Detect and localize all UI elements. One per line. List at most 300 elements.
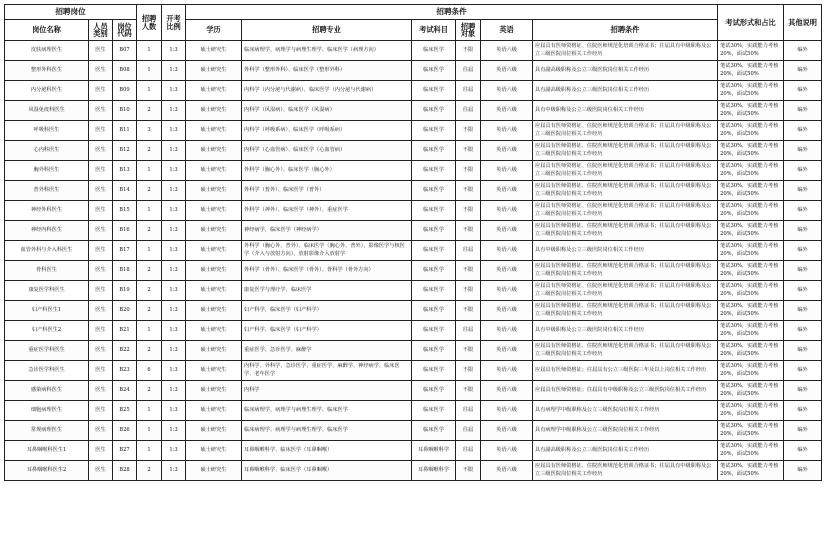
- cell-major: 外科学（整形外科）、临床医学（整形外科）: [242, 61, 412, 81]
- cell-recruit-count: 6: [137, 361, 162, 381]
- cell-major: 妇产科学、临床医学（妇产科学）: [242, 321, 412, 341]
- cell-other: 编外: [784, 221, 822, 241]
- cell-exam-subject: 临床医学: [412, 361, 456, 381]
- cell-ratio: 1:3: [162, 401, 186, 421]
- cell-conditions: 应届具有医师资格证、住院医师规范化培训合格证书；往届具有中级职称及公立三级医院岗位相关工作经历: [533, 221, 718, 241]
- cell-position-name: 妇产科医生1: [5, 301, 89, 321]
- header-target: 招聘对象: [456, 20, 481, 41]
- cell-english: 英语六级: [481, 101, 533, 121]
- header-ratio: 开考比例: [162, 5, 186, 41]
- cell-exam-weight: 笔试30%，实践能力考核20%，面试50%: [718, 301, 784, 321]
- cell-target: 往届: [456, 101, 481, 121]
- cell-education: 硕士研究生: [186, 121, 242, 141]
- cell-recruit-count: 2: [137, 381, 162, 401]
- cell-major: 内科学（内分泌与代谢病）、临床医学（内分泌与代谢病）: [242, 81, 412, 101]
- cell-major: 外科学（普外）、临床医学（普外）: [242, 181, 412, 201]
- cell-recruit-count: 2: [137, 301, 162, 321]
- cell-ratio: 1:3: [162, 181, 186, 201]
- cell-exam-subject: 临床医学: [412, 421, 456, 441]
- cell-english: 英语六级: [481, 61, 533, 81]
- cell-other: 编外: [784, 401, 822, 421]
- cell-position-name: 普外科医生: [5, 181, 89, 201]
- cell-major: 临床病理学、病理学与病理生理学、临床医学: [242, 401, 412, 421]
- cell-position-code: B09: [113, 81, 137, 101]
- header-major: 招聘专业: [242, 20, 412, 41]
- table-row: [5, 181, 822, 201]
- cell-position-name: 骨科医生: [5, 261, 89, 281]
- cell-ratio: 1:3: [162, 321, 186, 341]
- cell-position-name: 血管外科与介入科医生: [5, 241, 89, 261]
- cell-conditions: 具有病理学中级职称及公立三级医院岗位相关工作经历: [533, 401, 718, 421]
- cell-conditions: 应届具有医师资格证、住院医师规范化培训合格证书；往届具有中级职称及公立三级医院岗位相关工作经历: [533, 161, 718, 181]
- cell-education: 硕士研究生: [186, 201, 242, 221]
- cell-english: 英语六级: [481, 381, 533, 401]
- cell-conditions: 具有病理学中级职称及公立三级医院岗位相关工作经历: [533, 421, 718, 441]
- cell-major: 外科学（胸心外、普外）、临床医学（胸心外、普外）、影像医学与核医学（介入与放射方向）、放射影像介入放射学: [242, 241, 412, 261]
- cell-ratio: 1:3: [162, 241, 186, 261]
- cell-position-code: B23: [113, 361, 137, 381]
- cell-position-name: 常规病理医生: [5, 421, 89, 441]
- cell-exam-subject: 临床医学: [412, 41, 456, 61]
- cell-education: 硕士研究生: [186, 101, 242, 121]
- cell-position-name: 胸外科医生: [5, 161, 89, 181]
- cell-staff-type: 医生: [89, 401, 113, 421]
- cell-major: 临床病理学、病理学与病理生理学、临床医学（病理方向）: [242, 41, 412, 61]
- cell-ratio: 1:3: [162, 361, 186, 381]
- cell-english: 英语六级: [481, 421, 533, 441]
- cell-recruit-count: 2: [137, 141, 162, 161]
- cell-target: 不限: [456, 121, 481, 141]
- cell-target: 不限: [456, 181, 481, 201]
- cell-major: 妇产科学、临床医学（妇产科学）: [242, 301, 412, 321]
- cell-position-code: B12: [113, 141, 137, 161]
- cell-exam-weight: 笔试30%，实践能力考核20%，面试50%: [718, 281, 784, 301]
- cell-staff-type: 医生: [89, 361, 113, 381]
- cell-education: 硕士研究生: [186, 261, 242, 281]
- cell-recruit-count: 1: [137, 201, 162, 221]
- recruitment-table-container: [4, 4, 821, 530]
- cell-position-code: B28: [113, 461, 137, 481]
- cell-other: 编外: [784, 61, 822, 81]
- cell-english: 英语六级: [481, 201, 533, 221]
- cell-ratio: 1:3: [162, 81, 186, 101]
- cell-other: 编外: [784, 261, 822, 281]
- cell-exam-weight: 笔试30%，实践能力考核20%，面试50%: [718, 381, 784, 401]
- table-row: [5, 381, 822, 401]
- cell-position-code: B18: [113, 261, 137, 281]
- cell-education: 硕士研究生: [186, 361, 242, 381]
- cell-major: 临床病理学、病理学与病理生理学、临床医学: [242, 421, 412, 441]
- cell-exam-weight: 笔试30%，实践能力考核20%，面试50%: [718, 81, 784, 101]
- cell-exam-subject: 耳鼻咽喉科学: [412, 441, 456, 461]
- cell-conditions: 具有中级职称及公立三级医院岗位相关工作经历: [533, 241, 718, 261]
- cell-position-name: 耳鼻咽喉科医生2: [5, 461, 89, 481]
- cell-position-name: 妇产科医生2: [5, 321, 89, 341]
- cell-position-name: 感染病科医生: [5, 381, 89, 401]
- table-row: [5, 61, 822, 81]
- cell-exam-subject: 临床医学: [412, 121, 456, 141]
- header-other: 其他说明: [784, 5, 822, 41]
- cell-other: 编外: [784, 141, 822, 161]
- cell-english: 英语六级: [481, 141, 533, 161]
- cell-staff-type: 医生: [89, 261, 113, 281]
- cell-position-name: 呼吸科医生: [5, 121, 89, 141]
- cell-target: 不限: [456, 341, 481, 361]
- cell-recruit-count: 2: [137, 181, 162, 201]
- cell-target: 往届: [456, 241, 481, 261]
- cell-english: 英语六级: [481, 361, 533, 381]
- cell-education: 硕士研究生: [186, 41, 242, 61]
- cell-ratio: 1:3: [162, 341, 186, 361]
- cell-exam-subject: 临床医学: [412, 341, 456, 361]
- header-education: 学历: [186, 20, 242, 41]
- table-row: [5, 301, 822, 321]
- cell-education: 硕士研究生: [186, 321, 242, 341]
- cell-exam-subject: 临床医学: [412, 101, 456, 121]
- cell-conditions: 应届具有医师资格证、住院医师规范化培训合格证书；往届具有中级职称及公立三级医院岗位相关工作经历: [533, 201, 718, 221]
- cell-recruit-count: 2: [137, 261, 162, 281]
- header-english: 英语: [481, 20, 533, 41]
- cell-recruit-count: 1: [137, 441, 162, 461]
- cell-position-name: 心内科医生: [5, 141, 89, 161]
- cell-ratio: 1:3: [162, 261, 186, 281]
- cell-ratio: 1:3: [162, 61, 186, 81]
- cell-exam-weight: 笔试30%，实践能力考核20%，面试50%: [718, 41, 784, 61]
- cell-major: 内科学、外科学、急诊医学、重症医学、麻醉学、神经病学、临床医学、老年医学: [242, 361, 412, 381]
- cell-other: 编外: [784, 181, 822, 201]
- cell-staff-type: 医生: [89, 81, 113, 101]
- cell-ratio: 1:3: [162, 281, 186, 301]
- table-row: [5, 401, 822, 421]
- cell-target: 不限: [456, 161, 481, 181]
- cell-target: 不限: [456, 261, 481, 281]
- header-exam-subject: 考试科目: [412, 20, 456, 41]
- cell-education: 硕士研究生: [186, 221, 242, 241]
- cell-recruit-count: 2: [137, 281, 162, 301]
- table-row: [5, 281, 822, 301]
- cell-ratio: 1:3: [162, 301, 186, 321]
- cell-recruit-count: 1: [137, 401, 162, 421]
- cell-ratio: 1:3: [162, 161, 186, 181]
- cell-education: 硕士研究生: [186, 241, 242, 261]
- cell-recruit-count: 1: [137, 81, 162, 101]
- cell-position-code: B13: [113, 161, 137, 181]
- cell-other: 编外: [784, 41, 822, 61]
- cell-staff-type: 医生: [89, 321, 113, 341]
- cell-exam-subject: 临床医学: [412, 141, 456, 161]
- cell-conditions: 具有副高级职称及公立三级医院岗位相关工作经历: [533, 441, 718, 461]
- cell-other: 编外: [784, 241, 822, 261]
- cell-exam-weight: 笔试30%，实践能力考核20%，面试50%: [718, 161, 784, 181]
- cell-english: 英语六级: [481, 401, 533, 421]
- cell-major: 外科学（骨外）、临床医学（骨外）、骨科学（骨外方向）: [242, 261, 412, 281]
- table-row: [5, 201, 822, 221]
- cell-position-name: 风湿免疫科医生: [5, 101, 89, 121]
- cell-english: 英语六级: [481, 441, 533, 461]
- table-row: [5, 421, 822, 441]
- cell-education: 硕士研究生: [186, 381, 242, 401]
- cell-exam-subject: 临床医学: [412, 61, 456, 81]
- cell-exam-weight: 笔试30%，实践能力考核20%，面试50%: [718, 421, 784, 441]
- cell-other: 编外: [784, 281, 822, 301]
- cell-other: 编外: [784, 381, 822, 401]
- cell-conditions: 应届具有医师资格证；往届具有公立三级医院三年及以上岗位相关工作经历: [533, 361, 718, 381]
- cell-staff-type: 医生: [89, 161, 113, 181]
- cell-position-code: B27: [113, 441, 137, 461]
- header-exam-weight: 考试形式和占比: [718, 5, 784, 41]
- cell-english: 英语六级: [481, 81, 533, 101]
- cell-staff-type: 医生: [89, 241, 113, 261]
- cell-recruit-count: 1: [137, 421, 162, 441]
- header-conditions: 招聘条件: [533, 20, 718, 41]
- table-row: [5, 241, 822, 261]
- cell-exam-subject: 临床医学: [412, 201, 456, 221]
- cell-target: 往届: [456, 401, 481, 421]
- cell-english: 英语六级: [481, 161, 533, 181]
- cell-position-code: B08: [113, 61, 137, 81]
- cell-exam-subject: 临床医学: [412, 221, 456, 241]
- recruitment-table: [4, 4, 822, 481]
- cell-major: 外科学（胸心外）、临床医学（胸心外）: [242, 161, 412, 181]
- cell-target: 往届: [456, 81, 481, 101]
- cell-exam-subject: 耳鼻咽喉科学: [412, 461, 456, 481]
- table-row: [5, 461, 822, 481]
- cell-conditions: 应届具有医师资格证、住院医师规范化培训合格证书；往届具有中级职称及公立三级医院岗位相关工作经历: [533, 121, 718, 141]
- cell-exam-weight: 笔试30%，实践能力考核20%，面试50%: [718, 61, 784, 81]
- cell-ratio: 1:3: [162, 101, 186, 121]
- cell-position-name: 康复医学科医生: [5, 281, 89, 301]
- cell-recruit-count: 3: [137, 121, 162, 141]
- cell-target: 不限: [456, 301, 481, 321]
- cell-ratio: 1:3: [162, 381, 186, 401]
- cell-target: 不限: [456, 221, 481, 241]
- cell-staff-type: 医生: [89, 141, 113, 161]
- cell-conditions: 应届具有医师资格证、住院医师规范化培训合格证书；往届具有中级职称及公立三级医院岗位相关工作经历: [533, 141, 718, 161]
- cell-english: 英语六级: [481, 341, 533, 361]
- cell-education: 硕士研究生: [186, 181, 242, 201]
- cell-exam-weight: 笔试30%，实践能力考核20%，面试50%: [718, 341, 784, 361]
- cell-position-code: B10: [113, 101, 137, 121]
- cell-exam-weight: 笔试30%，实践能力考核20%，面试50%: [718, 221, 784, 241]
- table-row: [5, 81, 822, 101]
- cell-conditions: 应届具有医师资格证、住院医师规范化培训合格证书；往届具有中级职称及公立三级医院岗位相关工作经历: [533, 301, 718, 321]
- cell-staff-type: 医生: [89, 61, 113, 81]
- cell-other: 编外: [784, 421, 822, 441]
- cell-position-name: 耳鼻咽喉科医生1: [5, 441, 89, 461]
- cell-major: 耳鼻咽喉科学、临床医学（耳鼻咽喉）: [242, 461, 412, 481]
- table-row: [5, 321, 822, 341]
- cell-position-code: B22: [113, 341, 137, 361]
- cell-position-name: 重症医学科医生: [5, 341, 89, 361]
- cell-conditions: 具有中级职称及公立三级医院岗位相关工作经历: [533, 321, 718, 341]
- cell-position-code: B16: [113, 221, 137, 241]
- table-row: [5, 361, 822, 381]
- cell-exam-subject: 临床医学: [412, 261, 456, 281]
- cell-position-code: B26: [113, 421, 137, 441]
- header-group-conditions: 招聘条件: [186, 5, 718, 20]
- cell-ratio: 1:3: [162, 461, 186, 481]
- cell-staff-type: 医生: [89, 201, 113, 221]
- cell-target: 往届: [456, 61, 481, 81]
- header-position-name: 岗位名称: [5, 20, 89, 41]
- cell-position-code: B21: [113, 321, 137, 341]
- cell-target: 往届: [456, 441, 481, 461]
- table-row: [5, 161, 822, 181]
- cell-staff-type: 医生: [89, 421, 113, 441]
- cell-other: 编外: [784, 321, 822, 341]
- cell-other: 编外: [784, 121, 822, 141]
- cell-education: 硕士研究生: [186, 81, 242, 101]
- cell-other: 编外: [784, 101, 822, 121]
- cell-target: 不限: [456, 201, 481, 221]
- cell-english: 英语六级: [481, 121, 533, 141]
- cell-target: 不限: [456, 281, 481, 301]
- cell-target: 往届: [456, 321, 481, 341]
- cell-conditions: 应届具有医师资格证、住院医师规范化培训合格证书；往届具有中级职称及公立三级医院岗位相关工作经历: [533, 181, 718, 201]
- cell-target: 不限: [456, 381, 481, 401]
- table-row: [5, 341, 822, 361]
- cell-position-code: B24: [113, 381, 137, 401]
- cell-position-code: B17: [113, 241, 137, 261]
- cell-exam-weight: 笔试30%，实践能力考核20%，面试50%: [718, 201, 784, 221]
- cell-exam-weight: 笔试30%，实践能力考核20%，面试50%: [718, 321, 784, 341]
- header-staff-type: 人员类别: [89, 20, 113, 41]
- cell-staff-type: 医生: [89, 221, 113, 241]
- cell-exam-subject: 临床医学: [412, 181, 456, 201]
- cell-recruit-count: 1: [137, 161, 162, 181]
- cell-position-code: B20: [113, 301, 137, 321]
- cell-english: 英语六级: [481, 41, 533, 61]
- cell-english: 英语六级: [481, 321, 533, 341]
- cell-education: 硕士研究生: [186, 341, 242, 361]
- cell-exam-subject: 临床医学: [412, 241, 456, 261]
- cell-conditions: 具有副高级职称及公立三级医院岗位相关工作经历: [533, 61, 718, 81]
- cell-other: 编外: [784, 201, 822, 221]
- cell-education: 硕士研究生: [186, 401, 242, 421]
- cell-position-code: B19: [113, 281, 137, 301]
- cell-education: 硕士研究生: [186, 441, 242, 461]
- cell-ratio: 1:3: [162, 421, 186, 441]
- cell-ratio: 1:3: [162, 221, 186, 241]
- table-row: [5, 441, 822, 461]
- cell-major: 耳鼻咽喉科学、临床医学（耳鼻咽喉）: [242, 441, 412, 461]
- cell-education: 硕士研究生: [186, 161, 242, 181]
- cell-conditions: 应届具有医师资格证；往届具有中级职称及公立三级医院岗位相关工作经历: [533, 381, 718, 401]
- cell-exam-subject: 临床医学: [412, 321, 456, 341]
- header-group-position: 招聘岗位: [5, 5, 137, 20]
- cell-major: 内科学: [242, 381, 412, 401]
- cell-other: 编外: [784, 341, 822, 361]
- cell-target: 不限: [456, 141, 481, 161]
- cell-exam-weight: 笔试30%，实践能力考核20%，面试50%: [718, 121, 784, 141]
- cell-other: 编外: [784, 461, 822, 481]
- table-row: [5, 41, 822, 61]
- cell-ratio: 1:3: [162, 441, 186, 461]
- cell-position-name: 整形外科医生: [5, 61, 89, 81]
- table-header: [5, 5, 822, 41]
- cell-exam-subject: 临床医学: [412, 301, 456, 321]
- cell-education: 硕士研究生: [186, 461, 242, 481]
- cell-staff-type: 医生: [89, 341, 113, 361]
- cell-education: 硕士研究生: [186, 141, 242, 161]
- cell-recruit-count: 1: [137, 321, 162, 341]
- cell-position-code: B15: [113, 201, 137, 221]
- cell-recruit-count: 2: [137, 221, 162, 241]
- table-row: [5, 221, 822, 241]
- cell-english: 英语六级: [481, 221, 533, 241]
- cell-exam-weight: 笔试30%，实践能力考核20%，面试50%: [718, 461, 784, 481]
- cell-position-name: 皮肤病理医生: [5, 41, 89, 61]
- cell-exam-subject: 临床医学: [412, 381, 456, 401]
- cell-exam-subject: 临床医学: [412, 401, 456, 421]
- table-row: [5, 261, 822, 281]
- cell-target: 往届: [456, 421, 481, 441]
- cell-staff-type: 医生: [89, 461, 113, 481]
- cell-exam-weight: 笔试30%，实践能力考核20%，面试50%: [718, 261, 784, 281]
- cell-exam-weight: 笔试30%，实践能力考核20%，面试50%: [718, 441, 784, 461]
- cell-education: 硕士研究生: [186, 61, 242, 81]
- cell-position-name: 急诊医学科医生: [5, 361, 89, 381]
- cell-exam-weight: 笔试30%，实践能力考核20%，面试50%: [718, 101, 784, 121]
- cell-english: 英语六级: [481, 301, 533, 321]
- cell-position-code: B11: [113, 121, 137, 141]
- cell-conditions: 具有副高级职称及公立三级医院岗位相关工作经历: [533, 81, 718, 101]
- table-row: [5, 121, 822, 141]
- cell-exam-weight: 笔试30%，实践能力考核20%，面试50%: [718, 241, 784, 261]
- cell-position-name: 神经内科医生: [5, 221, 89, 241]
- cell-conditions: 应届具有医师资格证、住院医师规范化培训合格证书；往届具有中级职称及公立三级医院岗位相关工作经历: [533, 41, 718, 61]
- cell-ratio: 1:3: [162, 141, 186, 161]
- cell-other: 编外: [784, 161, 822, 181]
- cell-english: 英语六级: [481, 281, 533, 301]
- cell-other: 编外: [784, 81, 822, 101]
- cell-recruit-count: 2: [137, 341, 162, 361]
- cell-exam-subject: 临床医学: [412, 281, 456, 301]
- cell-staff-type: 医生: [89, 121, 113, 141]
- cell-english: 英语六级: [481, 461, 533, 481]
- cell-major: 内科学（心血管病）、临床医学（心血管病）: [242, 141, 412, 161]
- cell-target: 不限: [456, 361, 481, 381]
- cell-recruit-count: 1: [137, 41, 162, 61]
- cell-conditions: 具有中级职称及公立三级医院岗位相关工作经历: [533, 101, 718, 121]
- cell-english: 英语六级: [481, 261, 533, 281]
- cell-conditions: 应届具有医师资格证、住院医师规范化培训合格证书；往届具有中级职称及公立三级医院岗位相关工作经历: [533, 261, 718, 281]
- cell-staff-type: 医生: [89, 281, 113, 301]
- cell-ratio: 1:3: [162, 121, 186, 141]
- cell-recruit-count: 1: [137, 61, 162, 81]
- cell-exam-weight: 笔试30%，实践能力考核20%，面试50%: [718, 141, 784, 161]
- cell-major: 外科学（神外）、临床医学（神外）、重症医学: [242, 201, 412, 221]
- cell-staff-type: 医生: [89, 301, 113, 321]
- cell-other: 编外: [784, 301, 822, 321]
- cell-major: 神经病学、临床医学（神经病学）: [242, 221, 412, 241]
- cell-recruit-count: 1: [137, 241, 162, 261]
- cell-position-code: B14: [113, 181, 137, 201]
- cell-exam-weight: 笔试30%，实践能力考核20%，面试50%: [718, 181, 784, 201]
- header-recruit-count: 招聘人数: [137, 5, 162, 41]
- cell-ratio: 1:3: [162, 41, 186, 61]
- table-row: [5, 141, 822, 161]
- cell-target: 不限: [456, 461, 481, 481]
- cell-staff-type: 医生: [89, 441, 113, 461]
- cell-staff-type: 医生: [89, 101, 113, 121]
- cell-major: 内科学（风湿病）、临床医学（风湿病）: [242, 101, 412, 121]
- cell-major: 康复医学与理疗学、临床医学: [242, 281, 412, 301]
- cell-education: 硕士研究生: [186, 281, 242, 301]
- cell-education: 硕士研究生: [186, 301, 242, 321]
- cell-position-name: 细胞病理医生: [5, 401, 89, 421]
- cell-staff-type: 医生: [89, 41, 113, 61]
